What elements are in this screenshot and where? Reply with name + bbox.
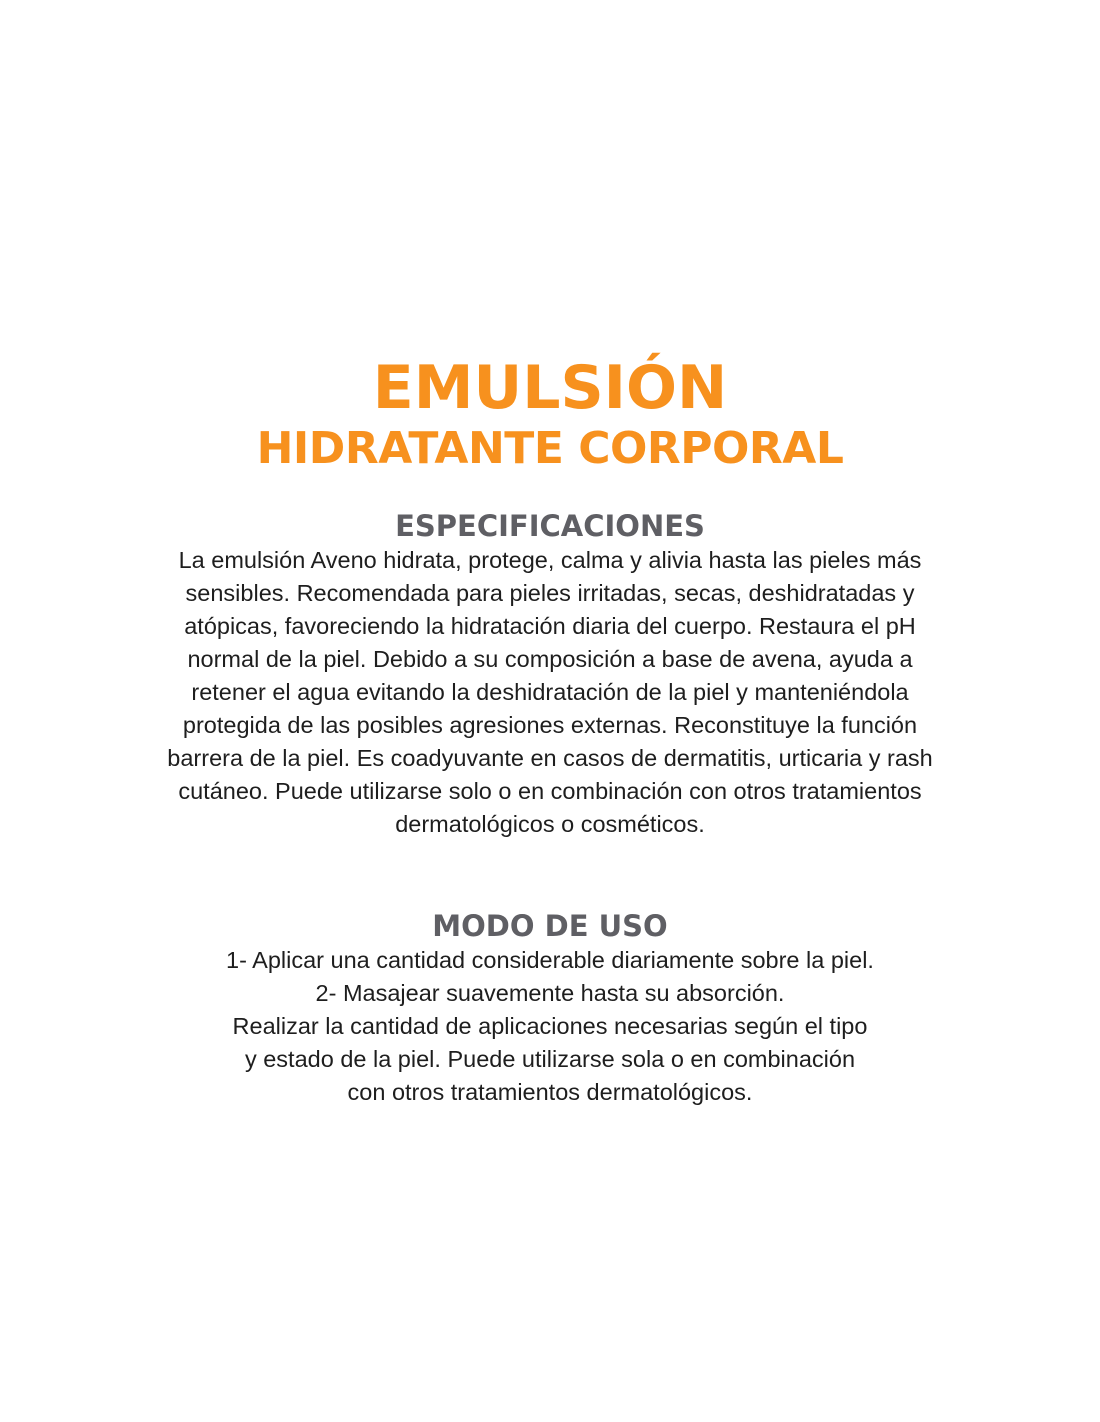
title-main: EMULSIÓN [372, 353, 728, 423]
specifications-line: retener el agua evitando la deshidratación de la piel y manteniéndola [191, 679, 909, 705]
usage-line: con otros tratamientos dermatológicos. [347, 1079, 753, 1105]
usage-section [0, 908, 1100, 1109]
specifications-line: La emulsión Aveno hidrata, protege, calma y alivia hasta las pieles más [178, 547, 922, 573]
specifications-line: dermatológicos o cosméticos. [395, 811, 705, 837]
usage-line: 1- Aplicar una cantidad considerable diariamente sobre la piel. [226, 947, 874, 973]
title-sub: HIDRATANTE CORPORAL [256, 423, 844, 474]
specifications-line: sensibles. Recomendada para pieles irritadas, secas, deshidratadas y [185, 580, 915, 606]
specifications-line: atópicas, favoreciendo la hidratación diaria del cuerpo. Restaura el pH [184, 613, 916, 639]
specifications-line: cutáneo. Puede utilizarse solo o en combinación con otros tratamientos [178, 778, 922, 804]
usage-line: y estado de la piel. Puede utilizarse sola o en combinación [244, 1046, 856, 1072]
specifications-heading: ESPECIFICACIONES [395, 509, 705, 543]
usage-heading: MODO DE USO [432, 909, 668, 943]
specifications-text [0, 544, 1100, 841]
product-title [0, 352, 1100, 474]
usage-text [0, 944, 1100, 1109]
usage-line: Realizar la cantidad de aplicaciones necesarias según el tipo [232, 1013, 868, 1039]
usage-line: 2- Masajear suavemente hasta su absorción. [315, 980, 785, 1006]
specifications-line: barrera de la piel. Es coadyuvante en casos de dermatitis, urticaria y rash [167, 745, 933, 771]
specifications-line: protegida de las posibles agresiones externas. Reconstituye la función [182, 712, 918, 738]
specifications-line: normal de la piel. Debido a su composición a base de avena, ayuda a [187, 646, 913, 672]
specifications-section [0, 508, 1100, 841]
